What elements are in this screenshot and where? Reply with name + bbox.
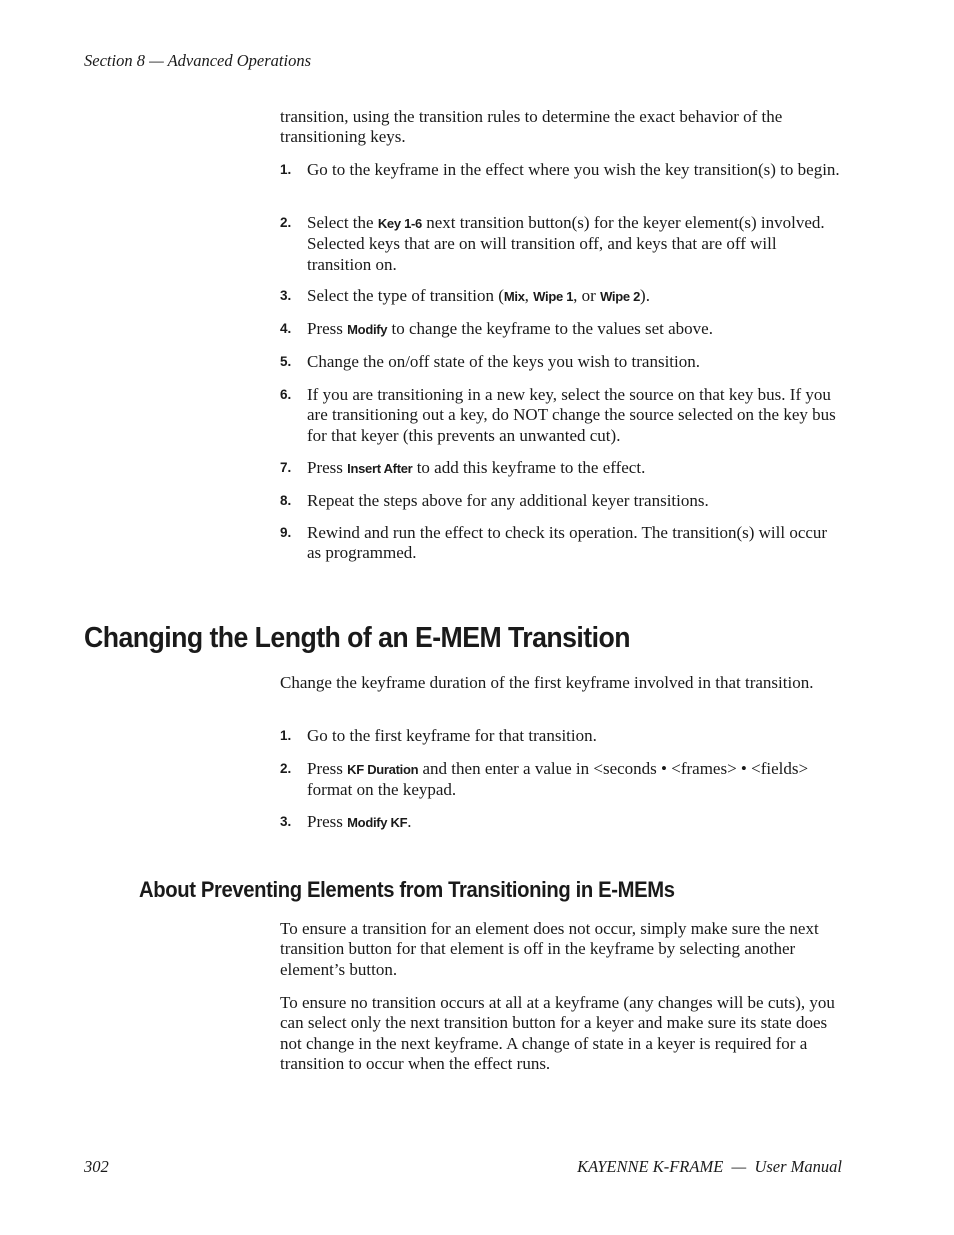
step-text: Select the type of transition ( bbox=[307, 286, 504, 305]
step-text: Change the on/off state of the keys you wish to transition. bbox=[307, 352, 700, 371]
subsection-heading-preventing: About Preventing Elements from Transitioning in E-MEMs bbox=[139, 877, 675, 902]
step-5 bbox=[280, 352, 840, 372]
step-text: to add this keyframe to the effect. bbox=[412, 458, 646, 477]
step-2 bbox=[280, 213, 840, 275]
running-header: Section 8 — Advanced Operations bbox=[84, 51, 311, 70]
step-text: ). bbox=[640, 286, 650, 305]
step-text: Press bbox=[307, 759, 348, 778]
step-7 bbox=[280, 458, 840, 479]
prevent-paragraph-2: To ensure no transition occurs at all at a keyframe (any changes will be cuts), you can select only the next transition button for a keyer and make sure its state does not change in the next keyframe. A change of state in a keyer is required for a transition to occur when the effect runs. bbox=[280, 993, 835, 1073]
step-text: Go to the keyframe in the effect where you wish the key transition(s) to begin. bbox=[307, 160, 840, 179]
button-name-wipe-2: Wipe 2 bbox=[600, 289, 641, 304]
length-intro-paragraph: Change the keyframe duration of the first keyframe involved in that transition. bbox=[280, 673, 814, 692]
step-number: 3. bbox=[280, 288, 292, 303]
step-number: 1. bbox=[280, 162, 292, 177]
button-name-key-1-6: Key 1-6 bbox=[377, 216, 422, 231]
step-9 bbox=[280, 523, 840, 564]
step-text: Press bbox=[307, 319, 348, 338]
step-text: Press bbox=[307, 812, 348, 831]
step-number: 2. bbox=[280, 215, 292, 230]
length-step-2 bbox=[280, 759, 840, 801]
step-text: If you are transitioning in a new key, select the source on that key bus. If you are transitioning out a key, do NOT change the source selected on the key bus for that keyer (this prevents an unwanted cut). bbox=[307, 385, 836, 445]
step-text: Press bbox=[307, 458, 348, 477]
step-text: Repeat the steps above for any additional keyer transitions. bbox=[307, 491, 709, 510]
button-name-wipe-1: Wipe 1 bbox=[533, 289, 574, 304]
intro-paragraph: transition, using the transition rules to determine the exact behavior of the transitioning keys. bbox=[280, 107, 783, 147]
button-name-insert-after: Insert After bbox=[347, 461, 413, 476]
step-number: 7. bbox=[280, 460, 292, 475]
step-number: 9. bbox=[280, 525, 292, 540]
manual-title: KAYENNE K-FRAME — User Manual bbox=[577, 1157, 842, 1176]
button-name-modify: Modify bbox=[347, 322, 388, 337]
step-text: to change the keyframe to the values set above. bbox=[387, 319, 713, 338]
button-name-kf-duration: KF Duration bbox=[347, 762, 419, 777]
length-step-3 bbox=[280, 812, 840, 833]
step-number: 3. bbox=[280, 814, 292, 829]
step-number: 1. bbox=[280, 728, 292, 743]
step-8 bbox=[280, 491, 840, 511]
step-number: 4. bbox=[280, 321, 292, 336]
step-number: 2. bbox=[280, 761, 292, 776]
button-name-modify-kf: Modify KF bbox=[347, 815, 408, 830]
step-text: Go to the first keyframe for that transition. bbox=[307, 726, 597, 745]
step-1 bbox=[280, 160, 840, 180]
step-text: . bbox=[407, 812, 412, 831]
length-step-1 bbox=[280, 726, 840, 746]
step-number: 8. bbox=[280, 493, 292, 508]
step-number: 6. bbox=[280, 387, 292, 402]
step-text: , bbox=[524, 286, 534, 305]
step-text: next transition button(s) for the keyer element(s) involved. Selected keys that are on will transition off, and keys that are off will transition on. bbox=[307, 213, 825, 274]
section-heading-changing-length: Changing the Length of an E-MEM Transition bbox=[84, 622, 630, 654]
step-text: and then enter a value in <seconds • <frames> • <fields> format on the keypad. bbox=[307, 759, 809, 800]
step-number: 5. bbox=[280, 354, 292, 369]
button-name-mix: Mix bbox=[503, 289, 525, 304]
step-4 bbox=[280, 319, 840, 340]
step-3 bbox=[280, 286, 840, 307]
step-text: Rewind and run the effect to check its operation. The transition(s) will occur as programmed. bbox=[307, 523, 828, 563]
step-6 bbox=[280, 385, 840, 446]
step-text: Select the bbox=[307, 213, 378, 232]
step-text: , or bbox=[573, 286, 601, 305]
page-number: 302 bbox=[84, 1157, 109, 1176]
prevent-paragraph-1: To ensure a transition for an element does not occur, simply make sure the next transition button for that element is off in the keyframe by selecting another element’s button. bbox=[280, 919, 819, 979]
